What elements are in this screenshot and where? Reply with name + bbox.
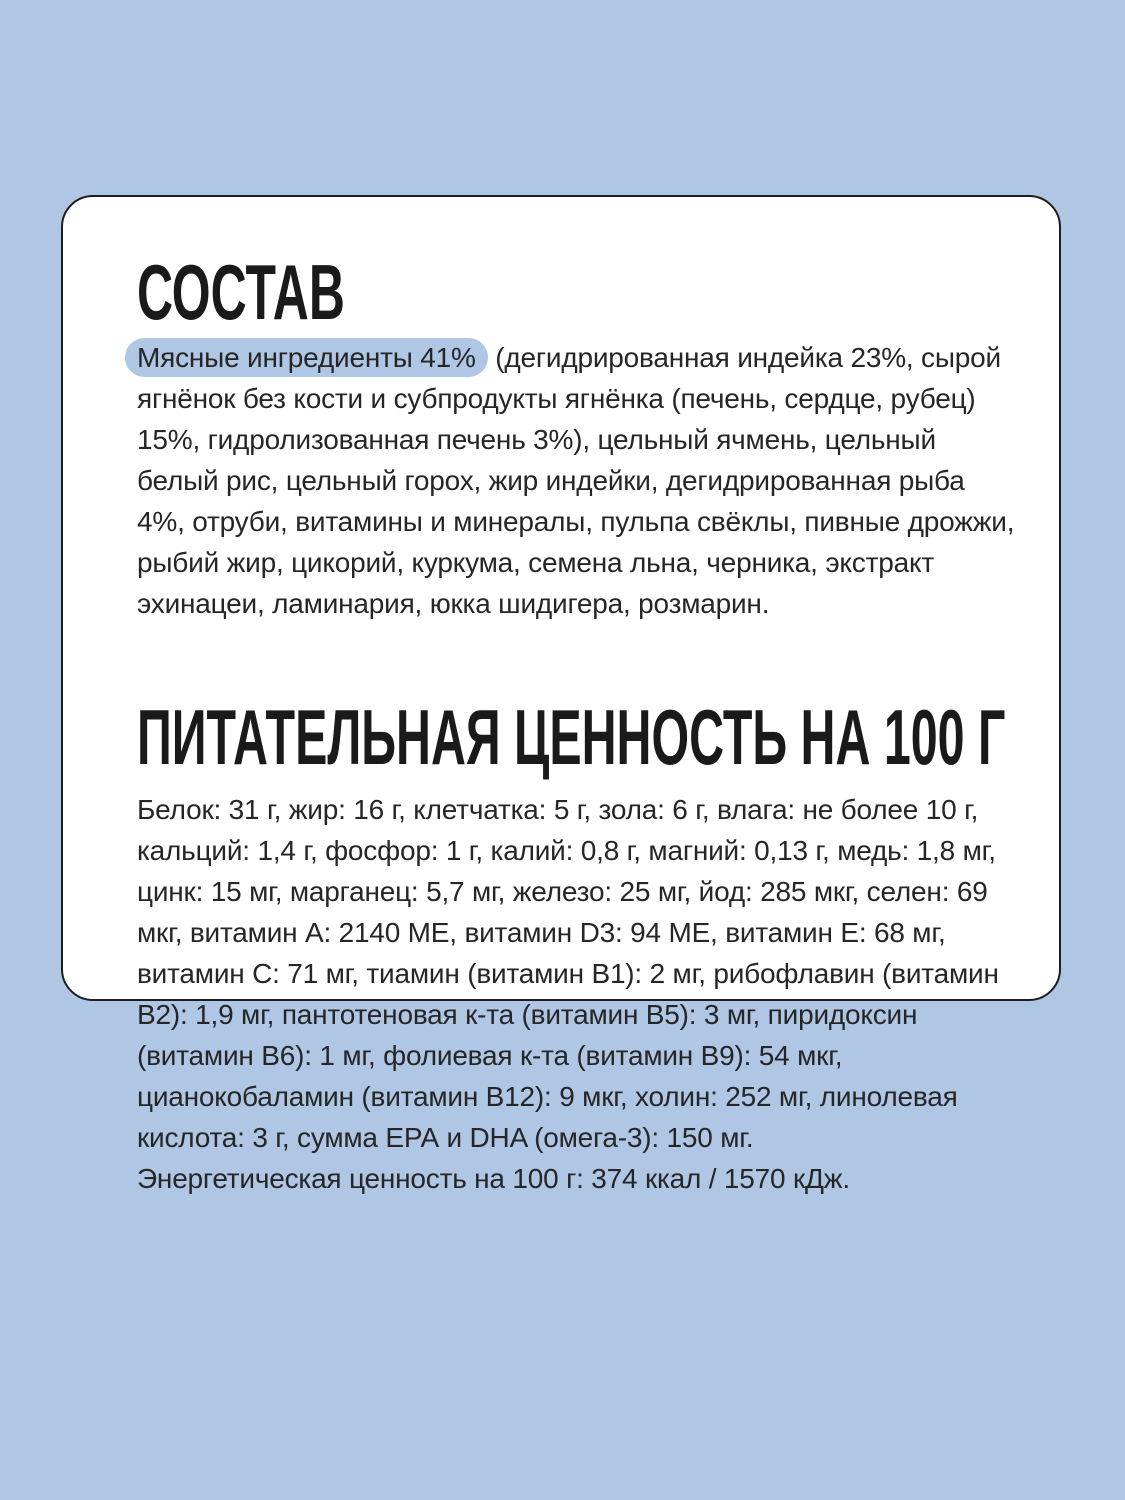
composition-details: (дегидрированная индейка 23%, сырой ягнёнок без кости и субпродукты ягнёнка (печень, сердце, рубец) 15%, гидролизованная печень 3%), цельный ячмень, цельный белый рис, цельный горох, жир индейки, дегидрированная рыба 4%, отруби, витамины и минералы, пульпа свёклы, пивные дрожжи, рыбий жир, цикорий, куркума, семена льна, черника, экстракт эхинацеи, ламинария, юкка шидигера, розмарин. xyxy=(137,342,1015,619)
nutrition-details: Белок: 31 г, жир: 16 г, клетчатка: 5 г, зола: 6 г, влага: не более 10 г, кальций: 1,4 г, фосфор: 1 г, калий: 0,8 г, магний: 0,13 г, медь: 1,8 мг, цинк: 15 мг, марганец: 5,7 мг, железо: 25 мг, йод: 285 мкг, селен: 69 мкг, витамин А: 2140 МЕ, витамин D3: 94 МЕ, витамин Е: 68 мг, витамин С: 71 мг, тиамин (витамин В1): 2 мг, рибофлавин (витамин В2): 1,9 мг, пантотеновая к-та (витамин В5): 3 мг, пиридоксин (витамин В6): 1 мг, фолиевая к-та (витамин В9): 54 мкг, цианокобаламин (витамин В12): 9 мкг, холин: 252 мг, линолевая кислота: 3 г, сумма ЕРА и DHA (омега-3): 150 мг. xyxy=(137,794,999,1153)
nutrition-text xyxy=(137,789,1017,1199)
nutrition-title: ПИТАТЕЛЬНАЯ ЦЕННОСТЬ НА 100 Г xyxy=(137,693,1006,781)
composition-title: СОСТАВ xyxy=(137,248,345,336)
meat-ingredients-highlight: Мясные ингредиенты 41% xyxy=(125,338,488,377)
composition-text xyxy=(137,337,1017,624)
energy-value: Энергетическая ценность на 100 г: 374 ккал / 1570 кДж. xyxy=(137,1163,850,1194)
info-card xyxy=(61,195,1061,1194)
